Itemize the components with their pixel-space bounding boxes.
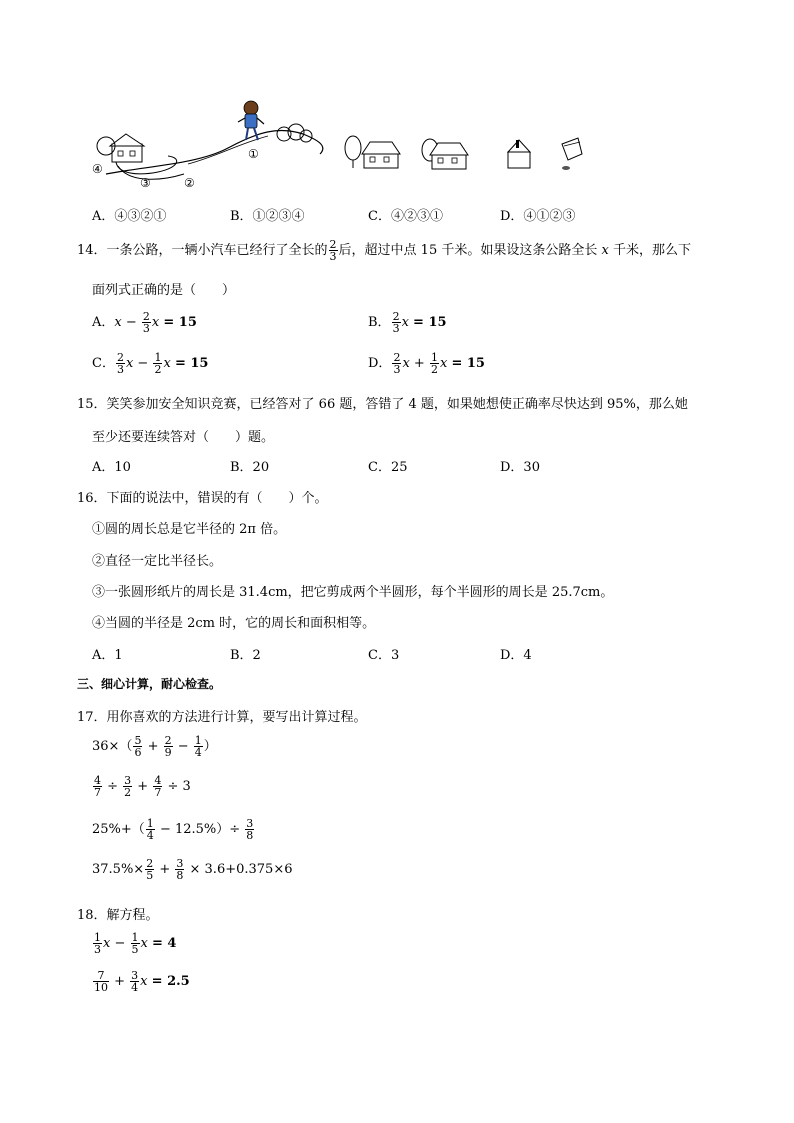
q16-statement-4: ④当圆的半径是 2cm 时，它的周长和面积相等。: [92, 616, 376, 631]
q15-stem-line2: 至少还要连续答对（ ）题。: [92, 430, 275, 445]
q15-option-a[interactable]: A．10: [92, 460, 131, 475]
q17-stem: 17．用你喜欢的方法进行计算，要写出计算过程。: [77, 710, 367, 725]
scene-label-4: ④: [92, 162, 103, 176]
q14-stem-line2: 面列式正确的是（ ）: [92, 283, 236, 298]
q18-stem: 18．解方程。: [77, 908, 159, 923]
q15-option-b[interactable]: B．20: [230, 460, 270, 475]
q15-option-d[interactable]: D．30: [500, 460, 540, 475]
q16-option-b[interactable]: B．2: [230, 648, 261, 663]
q14-option-b[interactable]: B． $\frac{2}{3}$ x = 15: [368, 310, 447, 335]
scene-label-2: ②: [184, 176, 195, 190]
q16-option-c[interactable]: C．3: [368, 648, 400, 663]
view-option-2: [422, 139, 468, 169]
view-option-3: [508, 140, 530, 168]
section-title: 三、细心计算，耐心检查。: [77, 677, 222, 691]
q14-option-d[interactable]: D． $\frac{2}{3}$ x + $\frac{1}{2}$ x = 15: [368, 351, 485, 376]
q17-expression-1: 36×（ $\frac{5}{6}$ + $\frac{2}{9}$ − $\frac{1}{4}$ ）: [92, 734, 217, 759]
q13-option-b[interactable]: B．①②③④: [230, 209, 305, 224]
q16-option-d[interactable]: D．4: [500, 648, 532, 663]
q16-statement-3: ③一张圆形纸片的周长是 31.4cm，把它剪成两个半圆形，每个半圆形的周长是 25.7cm。: [92, 585, 614, 600]
q17-expression-3: 25%+（ $\frac{1}{4}$ − 12.5%）÷ $\frac{3}{8}$: [92, 817, 254, 842]
q17-expression-4: 37.5%× $\frac{2}{5}$ + $\frac{3}{8}$ × 3.6+0.375×6: [92, 857, 293, 882]
q16-stem: 16．下面的说法中，错误的有（ ）个。: [77, 491, 328, 506]
q13-option-d[interactable]: D．④①②③: [500, 209, 576, 224]
q15-stem-line1: 15．笑笑参加安全知识竞赛，已经答对了 66 题，答错了 4 题，如果她想使正确率尽快达到 95%，那么她: [77, 397, 688, 412]
q16-statement-1: ①圆的周长总是它半径的 2π 倍。: [92, 522, 287, 537]
q16-statement-2: ②直径一定比半径长。: [92, 554, 223, 569]
q17-expression-2: $\frac{4}{7}$ ÷ $\frac{3}{2}$ + $\frac{4}{7}$ ÷ 3: [94, 774, 191, 799]
q18-equation-1: $\frac{1}{3}$ x − $\frac{1}{5}$ x = 4: [94, 931, 177, 956]
q13-option-a[interactable]: A．④③②①: [92, 209, 167, 224]
scene-label-1: ①: [248, 147, 259, 161]
q18-equation-2: $\frac{7}{10}$ + $\frac{3}{4}$ x = 2.5: [94, 969, 190, 994]
q13-option-c[interactable]: C．④②③①: [368, 209, 443, 224]
q14-stem-line1: 14．一条公路，一辆小汽车已经行了全长的 $\frac{2}{3}$ 后，超过中点 15 千米。如果设这条公路全长 x 千米，那么下: [77, 238, 691, 263]
q16-option-a[interactable]: A．1: [92, 648, 123, 663]
q15-option-c[interactable]: C．25: [368, 460, 408, 475]
route-illustration: [88, 96, 598, 192]
scene-label-3: ③: [140, 176, 151, 190]
q14-option-c[interactable]: C． $\frac{2}{3}$ x − $\frac{1}{2}$ x = 15: [92, 351, 209, 376]
q14-option-a[interactable]: A．x − $\frac{2}{3}$ x = 15: [92, 310, 197, 335]
view-option-4: [562, 138, 582, 170]
view-option-1: [345, 136, 400, 168]
